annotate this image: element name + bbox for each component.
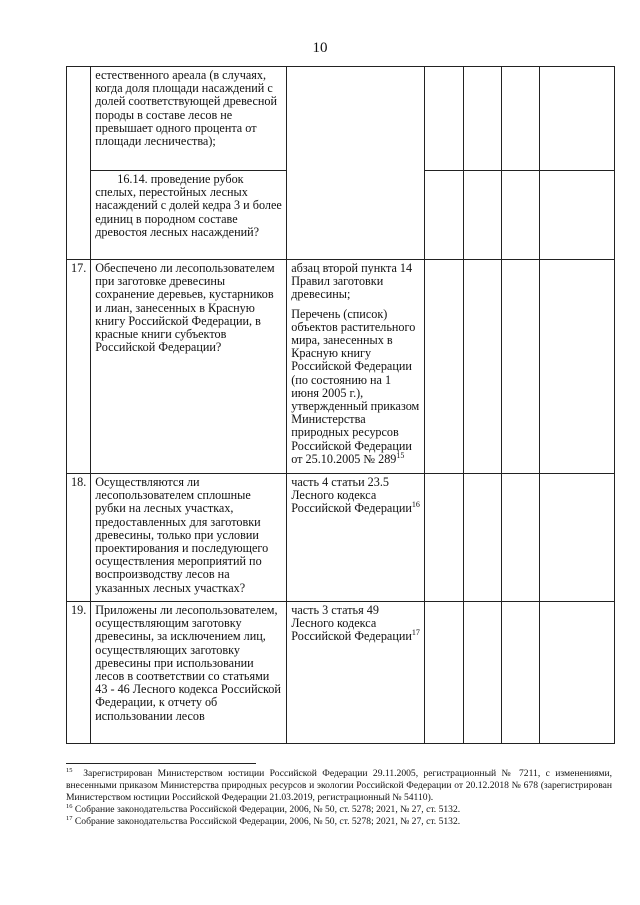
legal-reference-cell bbox=[287, 602, 425, 744]
row-number: 17. bbox=[67, 260, 91, 474]
question-text: Обеспечено ли лесопользователем при заготовке древесины сохранение деревьев, кустарников и лиан, занесенных в Красную книгу Российской Федерации, в красные книги субъектов Российской Федерации? bbox=[95, 261, 275, 355]
table-row bbox=[67, 67, 615, 171]
footnote bbox=[66, 768, 612, 804]
question-text: Приложены ли лесопользователем, осуществляющим заготовку древесины, за исключением лиц, осуществляющих заготовку древесины при использовании лесов в соответствии со статьями 43 - 46 Лесного кодекса Российской Федерации, к отчету об использовании лесов bbox=[95, 603, 281, 723]
question-cell bbox=[91, 171, 287, 260]
footnote-text: Собрание законодательства Российской Федерации, 2006, № 50, ст. 5278; 2021, № 27, ст. 5132. bbox=[74, 816, 461, 827]
table-row bbox=[67, 260, 615, 474]
row-number bbox=[67, 67, 91, 260]
footnote-marker: 17 bbox=[411, 628, 420, 638]
legal-reference-cell bbox=[287, 474, 425, 602]
answer-yes-cell bbox=[425, 602, 464, 744]
answer-yes-cell bbox=[425, 67, 464, 171]
footnotes bbox=[66, 768, 612, 828]
legal-reference-text: часть 3 статья 49 Лесного кодекса Российской Федерации$^{17}$ bbox=[291, 603, 420, 644]
question-cell bbox=[91, 260, 287, 474]
notes-cell bbox=[540, 474, 615, 602]
legal-reference-text: Перечень (список) объектов растительного мира, занесенных в Красную книгу Российской Федерации (по состоянию на 1 июня 2005 г.), утвержденный приказом Министерства природных ресурсов Российской Федерации от 25.10.2005 № $289^{15}$ bbox=[291, 306, 420, 466]
notes-cell bbox=[540, 602, 615, 744]
answer-no-cell bbox=[464, 602, 502, 744]
question-cell bbox=[91, 67, 287, 171]
footnote-number: 16 bbox=[66, 802, 73, 810]
answer-yes-cell bbox=[425, 260, 464, 474]
footnote-text: Собрание законодательства Российской Федерации, 2006, № 50, ст. 5278; 2021, № 27, ст. 5132. bbox=[74, 804, 461, 815]
row-number: 18. bbox=[67, 474, 91, 602]
answer-na-cell bbox=[502, 171, 540, 260]
legal-reference-cell bbox=[287, 260, 425, 474]
legal-reference-text: часть 4 статьи 23.5 Лесного кодекса Российской Федерации$^{16}$ bbox=[291, 475, 420, 516]
answer-na-cell bbox=[502, 67, 540, 171]
footnote-number: 15 bbox=[66, 766, 73, 774]
row-number: 19. bbox=[67, 602, 91, 744]
footnote-marker: 16 bbox=[411, 500, 420, 510]
footnote bbox=[66, 816, 612, 828]
notes-cell bbox=[540, 171, 615, 260]
notes-cell bbox=[540, 260, 615, 474]
table-row bbox=[67, 602, 615, 744]
legal-reference-text: абзац второй пункта 14 Правил заготовки древесины; bbox=[291, 261, 413, 302]
question-text: Осуществляются ли лесопользователем сплошные рубки на лесных участках, предоставленных для заготовки древесины, только при условии проектирования и последующего осуществления мероприятий по воспроизводству лесов на указанных лесных участках? bbox=[95, 475, 269, 595]
footnote bbox=[66, 804, 612, 816]
page-number: 10 bbox=[312, 40, 328, 56]
checklist-table bbox=[66, 66, 615, 744]
answer-na-cell bbox=[502, 602, 540, 744]
answer-no-cell bbox=[464, 260, 502, 474]
footnote-text: Зарегистрирован Министерством юстиции Российской Федерации 29.11.2005, регистрационный № 7211, с изменениями, внесенными приказом Министерства природных ресурсов и экологии Российской Федерации от 20.12.2018 № 678 (зарегистрирован Министерством юстиции Российской Федерации 21.03.2019, регистрационный № 54110). bbox=[66, 768, 613, 803]
question-text: естественного ареала (в случаях, когда доля площади насаждений с долей соответствующей древесной породы в составе лесов не превышает одного процента от площади лесничества); bbox=[95, 68, 278, 149]
answer-na-cell bbox=[502, 260, 540, 474]
footnote-separator bbox=[66, 763, 256, 764]
question-text: 16.14. проведение рубок спелых, перестойных лесных насаждений с долей кедра 3 и более единиц в породном составе древостоя лесных насаждений? bbox=[95, 172, 282, 239]
answer-no-cell bbox=[464, 474, 502, 602]
legal-reference-cell bbox=[287, 67, 425, 260]
question-cell bbox=[91, 602, 287, 744]
footnote-number: 17 bbox=[66, 814, 73, 822]
question-cell bbox=[91, 474, 287, 602]
answer-no-cell bbox=[464, 67, 502, 171]
answer-yes-cell bbox=[425, 474, 464, 602]
answer-yes-cell bbox=[425, 171, 464, 260]
notes-cell bbox=[540, 67, 615, 171]
table-row bbox=[67, 474, 615, 602]
footnote-marker: 15 bbox=[396, 450, 405, 460]
answer-na-cell bbox=[502, 474, 540, 602]
answer-no-cell bbox=[464, 171, 502, 260]
